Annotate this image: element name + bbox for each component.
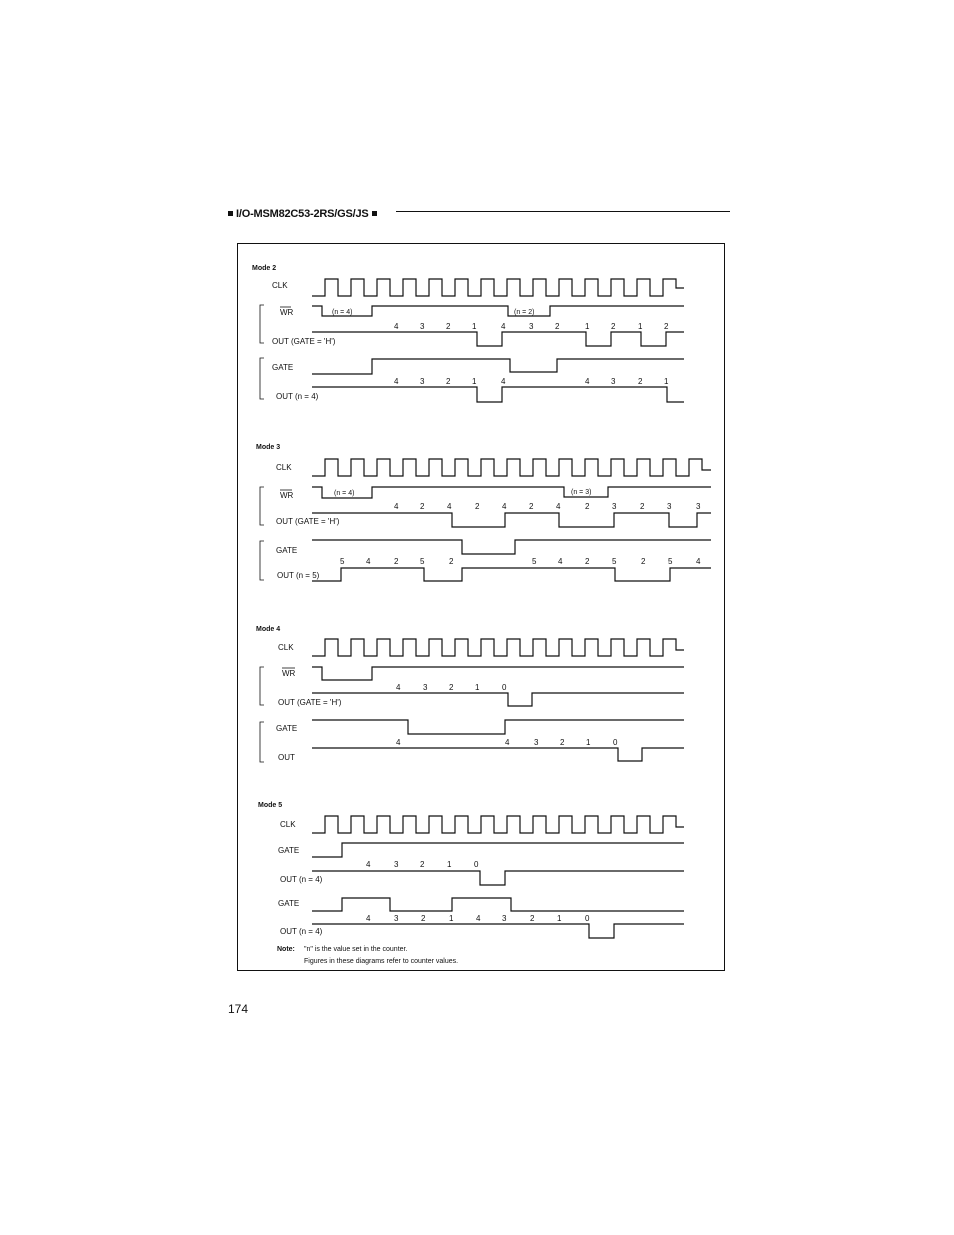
- mode2-bracket-2: [260, 358, 264, 399]
- svg-text:2: 2: [420, 860, 425, 869]
- mode4-wr-label: WR: [282, 669, 296, 678]
- svg-text:4: 4: [366, 914, 371, 923]
- mode4-counts-gate: [396, 738, 618, 747]
- mode3-counts-wr: [394, 502, 701, 511]
- svg-text:1: 1: [585, 322, 590, 331]
- mode4-bracket-1: [260, 667, 264, 705]
- note-label: Note:: [277, 946, 295, 953]
- svg-text:5: 5: [668, 557, 673, 566]
- mode5-clk-label: CLK: [280, 820, 296, 829]
- svg-text:3: 3: [394, 860, 399, 869]
- svg-text:2: 2: [555, 322, 560, 331]
- mode2-counts-wr: [394, 322, 669, 331]
- mode5-clk-wave: [312, 816, 684, 833]
- svg-text:1: 1: [472, 377, 477, 386]
- svg-text:3: 3: [667, 502, 672, 511]
- mode2-n-b: (n = 2): [514, 309, 535, 316]
- note-line-1: "n" is the value set in the counter.: [304, 946, 408, 953]
- svg-text:1: 1: [586, 738, 591, 747]
- mode4-title: Mode 4: [256, 626, 281, 633]
- mode4-clk-label: CLK: [278, 643, 294, 652]
- svg-text:2: 2: [530, 914, 535, 923]
- svg-text:2: 2: [585, 502, 590, 511]
- mode2-out-n4-label: OUT (n = 4): [276, 392, 319, 401]
- svg-text:2: 2: [529, 502, 534, 511]
- mode2-out-wave: [312, 332, 684, 346]
- svg-text:3: 3: [420, 322, 425, 331]
- svg-text:1: 1: [664, 377, 669, 386]
- svg-text:1: 1: [449, 914, 454, 923]
- mode5-counts-a: [366, 860, 479, 869]
- svg-text:2: 2: [560, 738, 565, 747]
- svg-text:4: 4: [505, 738, 510, 747]
- mode4-wr-wave: [312, 667, 684, 680]
- svg-text:1: 1: [638, 322, 643, 331]
- svg-text:0: 0: [474, 860, 479, 869]
- mode5-gate-b-wave: [312, 898, 684, 911]
- svg-text:0: 0: [585, 914, 590, 923]
- mode2-title: Mode 2: [252, 265, 277, 272]
- svg-text:4: 4: [366, 557, 371, 566]
- svg-text:5: 5: [340, 557, 345, 566]
- svg-text:4: 4: [558, 557, 563, 566]
- mode2-counts-gate: [394, 377, 669, 386]
- mode3-clk-wave: [312, 459, 711, 476]
- mode3-gate-label: GATE: [276, 546, 298, 555]
- mode2-clk-label: CLK: [272, 281, 288, 290]
- mode3-out-n5-label: OUT (n = 5): [277, 571, 320, 580]
- svg-text:4: 4: [556, 502, 561, 511]
- mode5-out-a-wave: [312, 871, 684, 885]
- svg-text:3: 3: [394, 914, 399, 923]
- svg-text:1: 1: [475, 683, 480, 692]
- svg-text:2: 2: [585, 557, 590, 566]
- svg-text:1: 1: [447, 860, 452, 869]
- svg-text:3: 3: [420, 377, 425, 386]
- mode2-out-label: OUT (GATE = 'H'): [272, 337, 336, 346]
- mode3-bracket-2: [260, 541, 264, 580]
- svg-text:3: 3: [612, 502, 617, 511]
- svg-text:2: 2: [446, 377, 451, 386]
- mode5-gate-a-label: GATE: [278, 846, 300, 855]
- mode4-bracket-2: [260, 722, 264, 762]
- mode3-out-gate-wave: [312, 568, 711, 581]
- svg-text:4: 4: [501, 377, 506, 386]
- mode3-n-a: (n = 4): [334, 490, 355, 497]
- mode3-wr-wave: [312, 487, 711, 498]
- svg-text:2: 2: [638, 377, 643, 386]
- svg-text:2: 2: [446, 322, 451, 331]
- svg-text:3: 3: [423, 683, 428, 692]
- mode2-wr-wave: [312, 306, 684, 316]
- mode5-out-a-label: OUT (n = 4): [280, 875, 323, 884]
- mode3-out-wave: [312, 513, 711, 527]
- svg-text:4: 4: [366, 860, 371, 869]
- mode4-out-gate-wave: [312, 748, 684, 761]
- svg-text:4: 4: [696, 557, 701, 566]
- mode4-gate-wave: [312, 720, 684, 734]
- svg-text:3: 3: [529, 322, 534, 331]
- svg-text:4: 4: [585, 377, 590, 386]
- svg-text:4: 4: [394, 377, 399, 386]
- svg-text:2: 2: [664, 322, 669, 331]
- mode4-out-label: OUT (GATE = 'H'): [278, 698, 342, 707]
- svg-text:0: 0: [613, 738, 618, 747]
- svg-text:2: 2: [394, 557, 399, 566]
- page-number: 174: [228, 1002, 249, 1016]
- mode2-wr-label: WR: [280, 308, 294, 317]
- svg-text:2: 2: [421, 914, 426, 923]
- mode4-counts-wr: [396, 683, 507, 692]
- mode2-gate-wave: [312, 359, 684, 374]
- svg-text:4: 4: [396, 683, 401, 692]
- svg-text:2: 2: [449, 557, 454, 566]
- mode2-out-gate-wave: [312, 387, 684, 402]
- header-title: I/O-MSM82C53-2RS/GS/JS: [236, 207, 369, 220]
- mode5-out-b-wave: [312, 924, 684, 938]
- mode5-title: Mode 5: [258, 802, 283, 809]
- mode3-gate-wave: [312, 540, 711, 554]
- mode3-title: Mode 3: [256, 444, 281, 451]
- svg-text:3: 3: [534, 738, 539, 747]
- svg-text:5: 5: [612, 557, 617, 566]
- mode3-wr-label: WR: [280, 491, 294, 500]
- svg-text:5: 5: [532, 557, 537, 566]
- mode4-out-wave: [312, 693, 684, 706]
- mode3-counts-gate: [340, 557, 701, 566]
- svg-text:4: 4: [502, 502, 507, 511]
- mode4-out2-label: OUT: [278, 753, 295, 762]
- mode2-gate-label: GATE: [272, 363, 294, 372]
- svg-text:0: 0: [502, 683, 507, 692]
- svg-text:4: 4: [476, 914, 481, 923]
- mode5-out-b-label: OUT (n = 4): [280, 927, 323, 936]
- svg-text:1: 1: [472, 322, 477, 331]
- note-line-2: Figures in these diagrams refer to counter values.: [304, 958, 459, 965]
- svg-text:4: 4: [396, 738, 401, 747]
- svg-text:2: 2: [449, 683, 454, 692]
- mode4-gate-label: GATE: [276, 724, 298, 733]
- mode4-clk-wave: [312, 639, 684, 656]
- svg-text:4: 4: [501, 322, 506, 331]
- mode3-clk-label: CLK: [276, 463, 292, 472]
- svg-text:4: 4: [394, 502, 399, 511]
- mode3-bracket-1: [260, 487, 264, 525]
- svg-text:5: 5: [420, 557, 425, 566]
- svg-text:3: 3: [502, 914, 507, 923]
- svg-text:1: 1: [557, 914, 562, 923]
- mode3-n-b: (n = 3): [571, 489, 592, 496]
- mode5-gate-a-wave: [312, 843, 684, 857]
- svg-text:3: 3: [611, 377, 616, 386]
- mode3-out-label: OUT (GATE = 'H'): [276, 517, 340, 526]
- svg-text:4: 4: [447, 502, 452, 511]
- svg-text:2: 2: [611, 322, 616, 331]
- mode5-gate-b-label: GATE: [278, 899, 300, 908]
- mode2-bracket-1: [260, 305, 264, 343]
- mode2-n-a: (n = 4): [332, 309, 353, 316]
- svg-text:2: 2: [641, 557, 646, 566]
- svg-text:2: 2: [420, 502, 425, 511]
- mode2-clk-wave: [312, 279, 684, 296]
- svg-text:4: 4: [394, 322, 399, 331]
- mode5-counts-b: [366, 914, 590, 923]
- svg-text:3: 3: [696, 502, 701, 511]
- svg-text:2: 2: [640, 502, 645, 511]
- svg-text:2: 2: [475, 502, 480, 511]
